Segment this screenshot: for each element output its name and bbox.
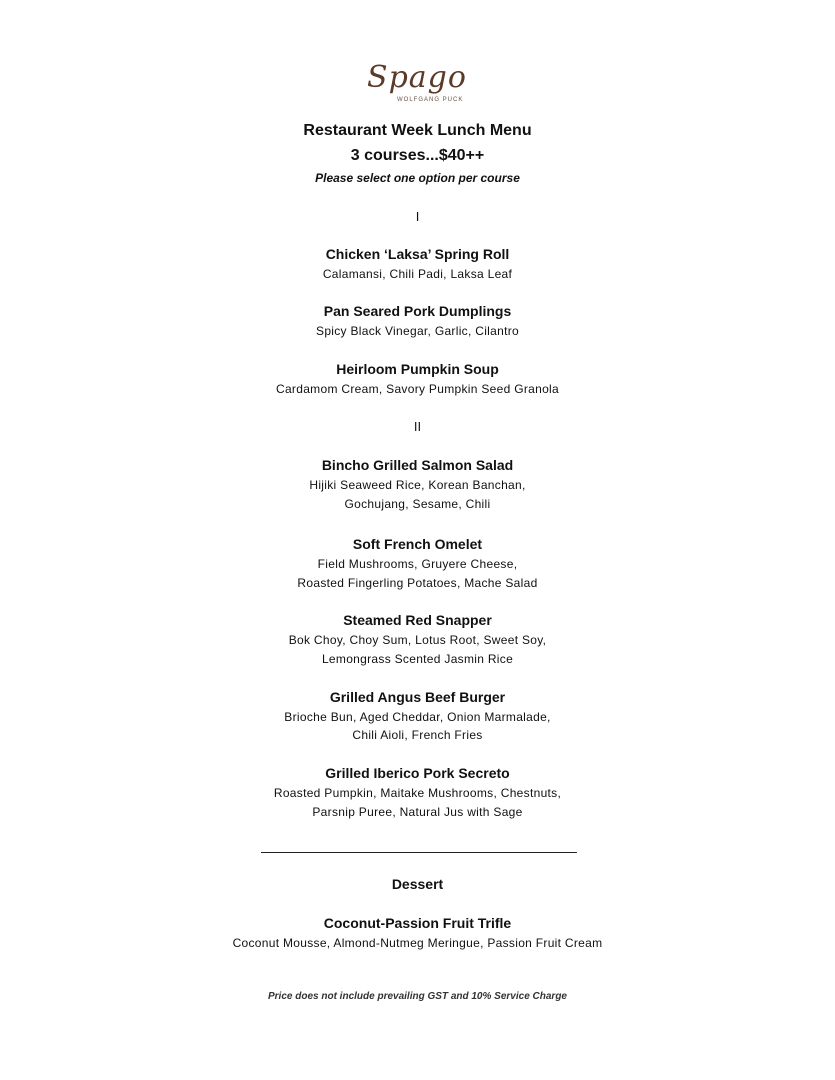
dish-description: Gochujang, Sesame, Chili <box>344 497 491 511</box>
selection-instruction: Please select one option per course <box>315 171 520 185</box>
dish-name: Soft French Omelet <box>352 536 483 552</box>
menu-title: Restaurant Week Lunch Menu <box>303 122 532 139</box>
dish-name: Steamed Red Snapper <box>343 612 492 628</box>
dish-description: Chili Aioli, French Fries <box>352 728 483 742</box>
dish-name: Coconut-Passion Fruit Trifle <box>323 915 512 931</box>
course-number-1: I <box>415 209 420 224</box>
price-footnote: Price does not include prevailing GST and 10% Service Charge <box>268 991 567 1002</box>
dish-name: Grilled Angus Beef Burger <box>329 689 506 705</box>
dish-name: Chicken ‘Laksa’ Spring Roll <box>325 246 510 262</box>
price-line: 3 courses...$40++ <box>350 147 485 164</box>
dish-description: Lemongrass Scented Jasmin Rice <box>321 652 514 666</box>
dish-description: Roasted Fingerling Potatoes, Mache Salad <box>297 576 538 590</box>
dish-description: Roasted Pumpkin, Maitake Mushrooms, Chestnuts, <box>273 786 562 800</box>
dish-description: Parsnip Puree, Natural Jus with Sage <box>312 805 523 819</box>
dish-description: Coconut Mousse, Almond-Nutmeg Meringue, Passion Fruit Cream <box>232 936 603 950</box>
dish-name: Heirloom Pumpkin Soup <box>336 361 499 377</box>
dish-description: Calamansi, Chili Padi, Laksa Leaf <box>322 267 513 281</box>
dish-description: Hijiki Seaweed Rice, Korean Banchan, <box>309 478 526 492</box>
dish-name: Pan Seared Pork Dumplings <box>323 303 512 319</box>
dish-name: Bincho Grilled Salmon Salad <box>321 457 514 473</box>
logo-wordmark: Spago <box>367 60 467 95</box>
logo-subtitle: WOLFGANG PUCK <box>397 97 464 103</box>
course-number-2: II <box>413 419 422 434</box>
dish-description: Cardamom Cream, Savory Pumpkin Seed Granola <box>275 382 559 396</box>
section-divider <box>261 852 577 853</box>
dish-description: Field Mushrooms, Gruyere Cheese, <box>317 557 518 571</box>
dish-description: Spicy Black Vinegar, Garlic, Cilantro <box>316 324 519 338</box>
dish-description: Brioche Bun, Aged Cheddar, Onion Marmalade, <box>284 710 551 724</box>
dessert-heading: Dessert <box>391 876 444 892</box>
dish-description: Bok Choy, Choy Sum, Lotus Root, Sweet Soy, <box>288 633 547 647</box>
spago-logo <box>357 60 477 112</box>
dish-name: Grilled Iberico Pork Secreto <box>325 765 510 781</box>
